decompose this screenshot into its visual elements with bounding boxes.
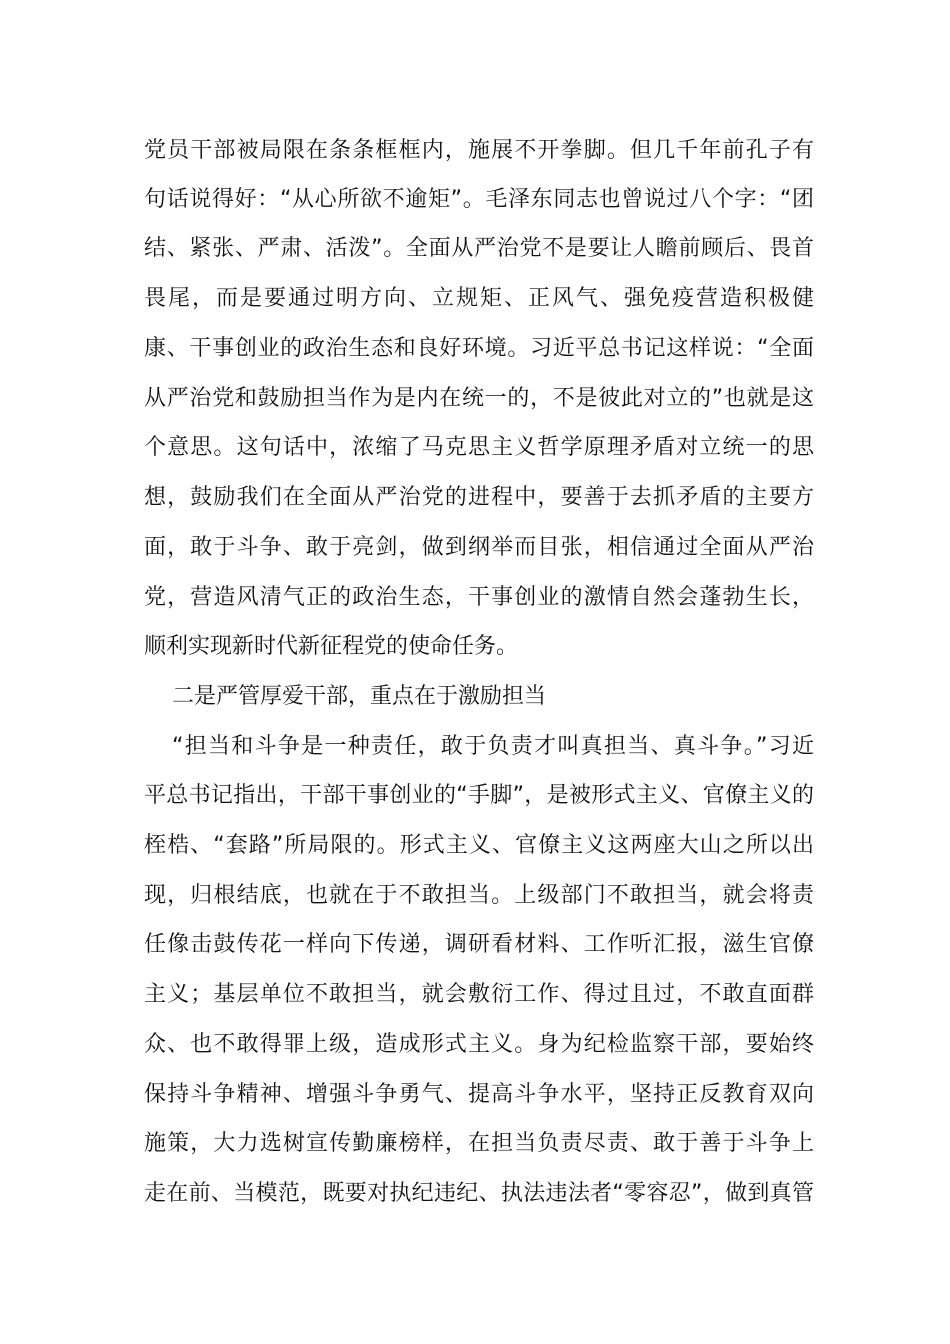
paragraph-line: 众、也不敢得罪上级，造成形式主义。身为纪检监察干部，要始终 bbox=[144, 1032, 814, 1057]
paragraph-line: 康、干事创业的政治生态和良好环境。习近平总书记这样说：“全面 bbox=[144, 336, 814, 361]
paragraph-line: 主义；基层单位不敢担当，就会敷衍工作、得过且过，不敢直面群 bbox=[144, 982, 814, 1007]
paragraph-line: 施策，大力选树宣传勤廉榜样，在担当负责尽责、敢于善于斗争上 bbox=[144, 1131, 814, 1156]
paragraph-line: 桎梏、“套路”所局限的。形式主义、官僚主义这两座大山之所以出 bbox=[144, 833, 814, 858]
paragraph-line: 现，归根结底，也就在于不敢担当。上级部门不敢担当，就会将责 bbox=[144, 883, 814, 908]
paragraph-line: 畏尾，而是要通过明方向、立规矩、正风气、强免疫营造积极健 bbox=[144, 286, 814, 311]
paragraph-line: 想，鼓励我们在全面从严治党的进程中，要善于去抓矛盾的主要方 bbox=[144, 485, 814, 510]
paragraph-line: 党员干部被局限在条条框框内，施展不开拳脚。但几千年前孔子有 bbox=[144, 138, 814, 163]
paragraph-line: 从严治党和鼓励担当作为是内在统一的，不是彼此对立的”也就是这 bbox=[144, 386, 814, 411]
paragraph-line: 句话说得好：“从心所欲不逾矩”。毛泽东同志也曾说过八个字：“团 bbox=[144, 187, 814, 212]
paragraph-line: 平总书记指出，干部干事创业的“手脚”，是被形式主义、官僚主义的 bbox=[144, 783, 814, 808]
paragraph-line: 面，敢于斗争、敢于亮剑，做到纲举而目张，相信通过全面从严治 bbox=[144, 535, 814, 560]
paragraph-line: 个意思。这句话中，浓缩了马克思主义哲学原理矛盾对立统一的思 bbox=[144, 435, 814, 460]
section-heading: 二是严管厚爱干部，重点在于激励担当 bbox=[172, 684, 547, 709]
paragraph-line: 结、紧张、严肃、活泼”。全面从严治党不是要让人瞻前顾后、畏首 bbox=[144, 236, 814, 261]
paragraph-line: 顺利实现新时代新征程党的使命任务。 bbox=[144, 634, 519, 659]
paragraph-line: 走在前、当模范，既要对执纪违纪、执法违法者“零容忍”，做到真管 bbox=[144, 1181, 814, 1206]
paragraph-line: 任像击鼓传花一样向下传递，调研看材料、工作听汇报，滋生官僚 bbox=[144, 932, 814, 957]
paragraph-line: 党，营造风清气正的政治生态，干事创业的激情自然会蓬勃生长， bbox=[144, 585, 814, 610]
paragraph-line: 保持斗争精神、增强斗争勇气、提高斗争水平，坚持正反教育双向 bbox=[144, 1082, 814, 1107]
paragraph-line: “担当和斗争是一种责任，敢于负责才叫真担当、真斗争。”习近 bbox=[172, 734, 814, 759]
